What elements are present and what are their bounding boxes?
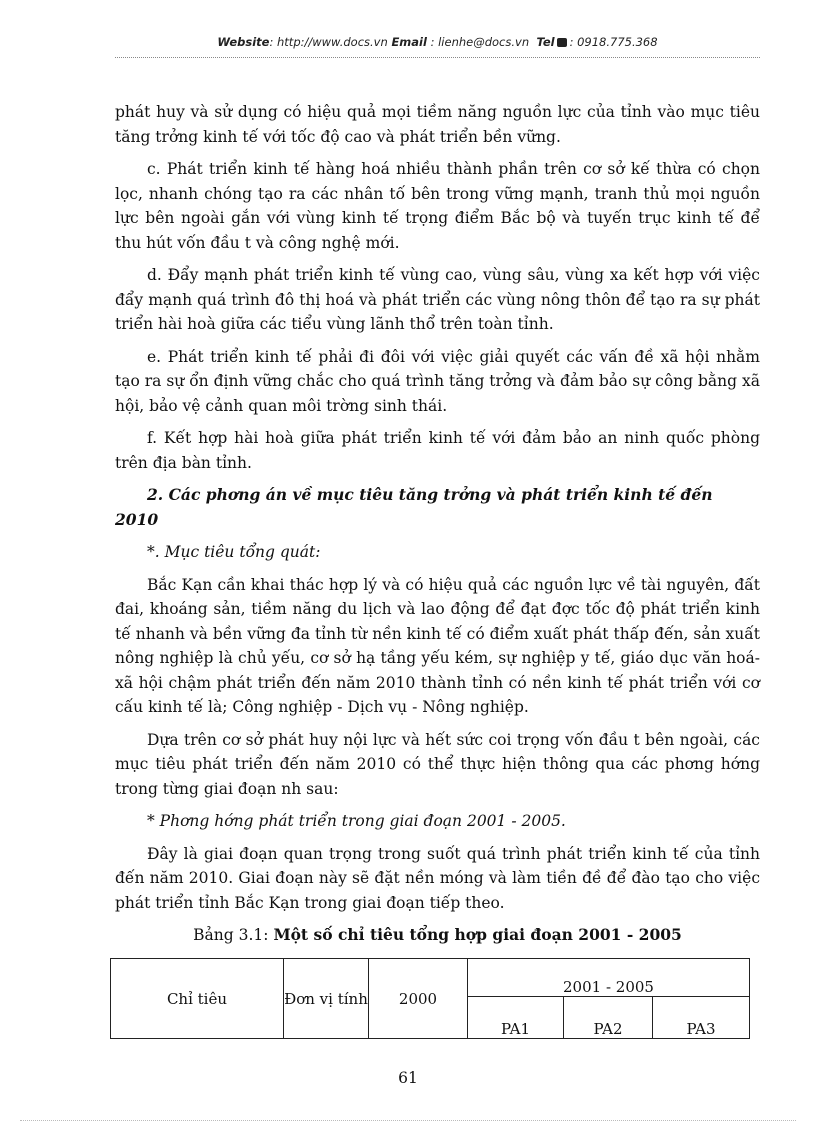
phone-icon	[557, 38, 567, 47]
tel-label: Tel	[536, 35, 555, 49]
footer-divider	[20, 1120, 796, 1121]
header-period: 2001 - 2005	[468, 959, 750, 997]
website-value: : http://www.docs.vn	[269, 35, 388, 49]
paragraph-f: f. Kết hợp hài hoà giữa phát triển kinh tế với đảm bảo an ninh quốc phòng trên địa bàn tỉnh.	[115, 429, 760, 472]
paragraph-d: d. Đẩy mạnh phát triển kinh tế vùng cao, vùng sâu, vùng xa kết hợp với việc đẩy mạnh quá trình đô thị hoá và phát triển các vùng nông thôn để tạo ra sự phát triển hài hoà giữa các tiểu vùng lãnh thổ trên toàn tỉnh.	[115, 266, 760, 333]
header-don-vi: Đơn vị tính	[284, 959, 369, 1039]
paragraph-intro: phát huy và sử dụng có hiệu quả mọi tiềm năng nguồn lực của tỉnh vào mục tiêu tăng trởng kinh tế với tốc độ cao và phát triển bền vững.	[115, 103, 760, 146]
website-label: Website	[217, 35, 270, 49]
table-caption	[115, 923, 760, 948]
header-pa1: PA1	[468, 997, 564, 1039]
header-pa2: PA2	[564, 997, 653, 1039]
header-pa3: PA3	[653, 997, 750, 1039]
email-label: Email	[391, 35, 427, 49]
caption-prefix: Bảng 3.1:	[193, 926, 274, 944]
subheading-direction: * Phơng hớng phát triển trong giai đoạn 2001 - 2005.	[147, 812, 566, 830]
paragraph-c: c. Phát triển kinh tế hàng hoá nhiều thành phần trên cơ sở kế thừa có chọn lọc, nhanh chóng tạo ra các nhân tố bên trong vững mạnh, tranh thủ mọi nguồn lực bên ngoài gắn với vùng kinh tế trọng điểm Bắc bộ và tuyến trục kinh tế để thu hút vốn đầu t và công nghệ mới.	[115, 160, 760, 252]
indicator-table	[110, 958, 750, 1039]
page-header	[115, 35, 760, 58]
email-value: : lienhe@docs.vn	[430, 35, 530, 49]
paragraph-day-la: Đây là giai đoạn quan trọng trong suốt quá trình phát triển kinh tế của tỉnh đến năm 2010. Giai đoạn này sẽ đặt nền móng và làm tiền đề để đào tạo cho việc phát triển tỉnh Bắc Kạn trong giai đoạn tiếp theo.	[115, 844, 760, 912]
tel-value: : 0918.775.368	[569, 35, 658, 49]
page-number: 61	[398, 1069, 418, 1087]
paragraph-dua-tren: Dựa trên cơ sở phát huy nội lực và hết sức coi trọng vốn đầu t bên ngoài, các mục tiêu phát triển đến năm 2010 có thể thực hiện thông qua các phơng hớng trong từng giai đoạn nh sau:	[115, 730, 760, 798]
paragraph-e: e. Phát triển kinh tế phải đi đôi với việc giải quyết các vấn đề xã hội nhằm tạo ra sự ổn định vững chắc cho quá trình tăng trởng và đảm bảo sự công bằng xã hội, bảo vệ cảnh quan môi trờng sinh thái.	[115, 347, 760, 415]
subheading-general-goal: *. Mục tiêu tổng quát:	[147, 543, 321, 561]
paragraph-bac-kan: Bắc Kạn cần khai thác hợp lý và có hiệu quả các nguồn lực về tài nguyên, đất đai, khoáng sản, tiềm năng du lịch và lao động để đạt đợc tốc độ phát triển kinh tế nhanh và bền vững đa tỉnh từ nền kinh tế có điểm xuất phát thấp đến, sản xuất nông nghiệp là chủ yếu, cơ sở hạ tầng yếu kém, sự nghiệp y tế, giáo dục văn hoá-xã hội chậm phát triển đến năm 2010 thành tỉnh có nền kinh tế phát triển với cơ cấu kinh tế là; Công nghiệp - Dịch vụ - Nông nghiệp.	[115, 575, 760, 716]
document-body	[115, 100, 760, 948]
header-chi-tieu: Chỉ tiêu	[111, 959, 284, 1039]
header-2000: 2000	[369, 959, 468, 1039]
section-heading: 2. Các phơng án về mục tiêu tăng trởng và phát triển kinh tế đến 2010	[115, 485, 713, 529]
caption-title: Một số chỉ tiêu tổng hợp giai đoạn 2001 - 2005	[273, 925, 682, 944]
